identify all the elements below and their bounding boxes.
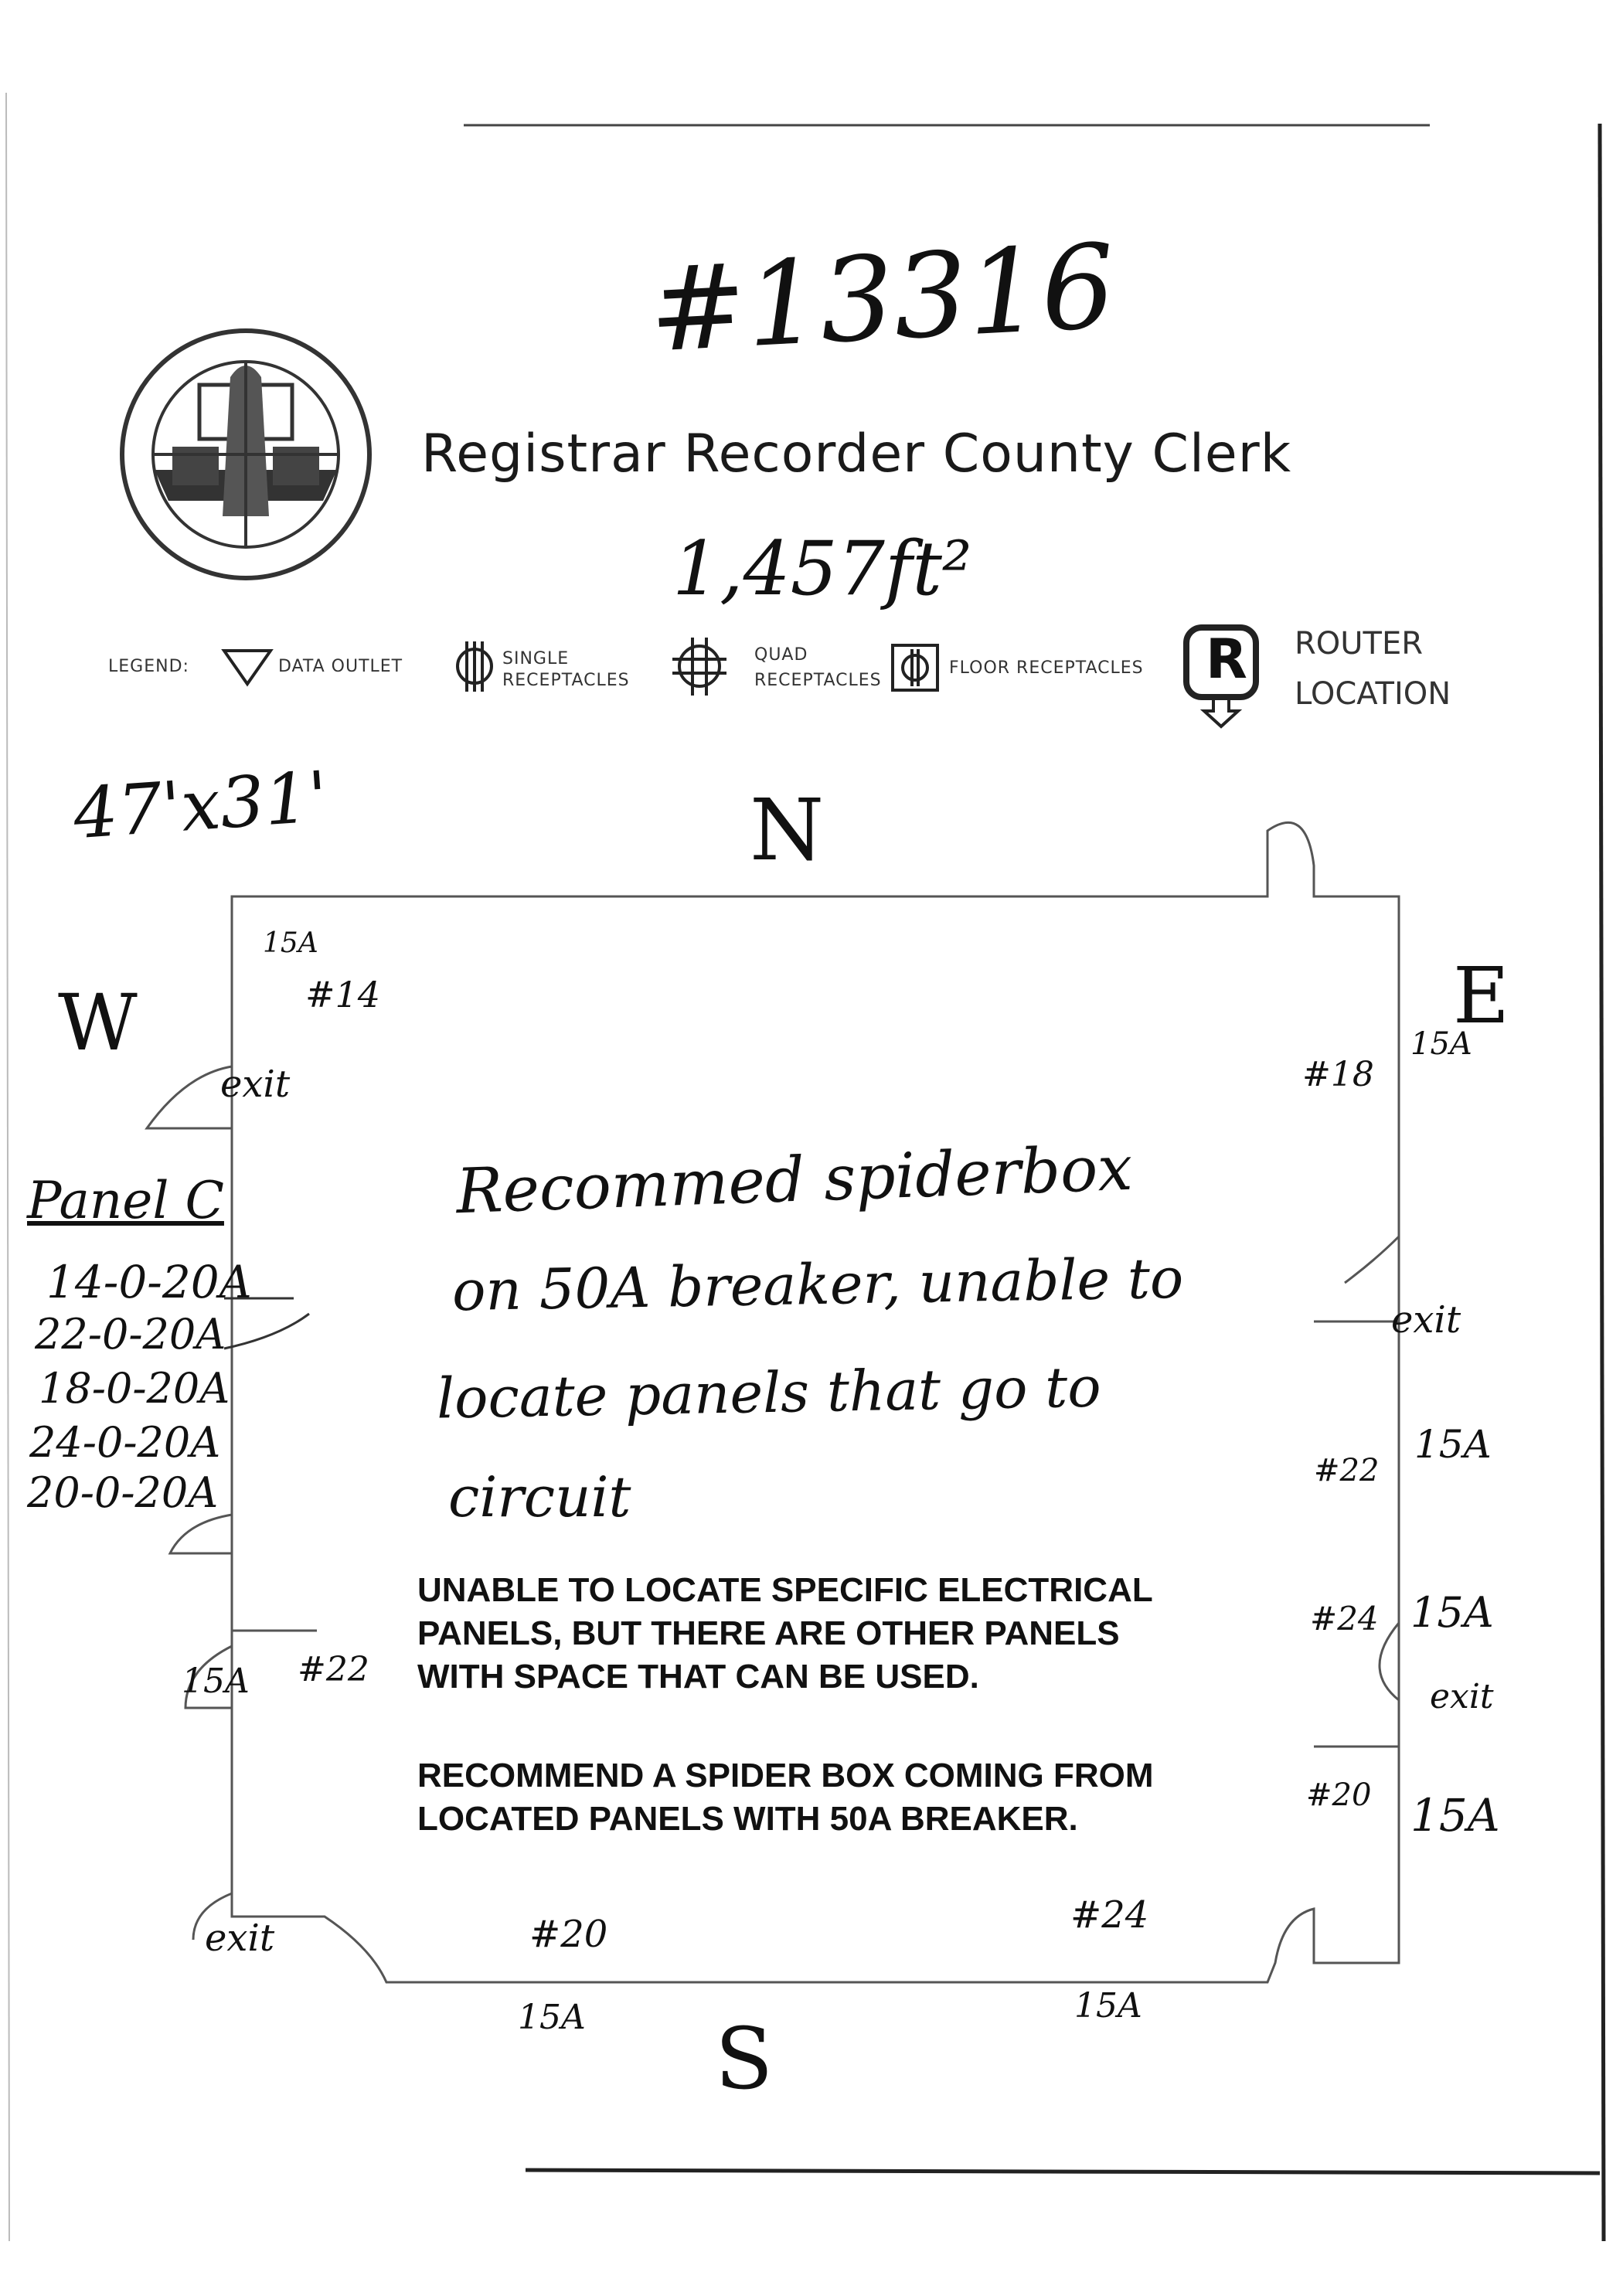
panel-title: Panel C [27, 1171, 224, 1230]
e4-amp-label: 15A [1410, 1789, 1500, 1842]
s2-circuit-label: #24 [1070, 1893, 1149, 1937]
e3-circuit-label: #24 [1310, 1600, 1379, 1638]
area-label: 1,457ft² [672, 526, 972, 612]
page-title: Registrar Recorder County Clerk [421, 423, 1292, 485]
s2-amp-label: 15A [1074, 1986, 1142, 2026]
e4-circuit-label: #20 [1306, 1777, 1372, 1813]
typed-note-paragraph1: UNABLE TO LOCATE SPECIFIC ELECTRICAL PANELS, BUT THERE ARE OTHER PANELS WITH SPACE THAT CAN BE USED. [417, 1571, 1152, 1696]
router-label-2: LOCATION [1295, 676, 1451, 712]
s1-amp-label: 15A [518, 1998, 586, 2037]
exit-west-lower: exit [205, 1917, 275, 1960]
exit-east-lower: exit [1430, 1677, 1494, 1716]
compass-east: E [1453, 951, 1509, 1041]
data-outlet-label: DATA OUTLET [278, 657, 403, 676]
e2-amp-label: 15A [1414, 1422, 1492, 1467]
w-circuit-label: #22 [298, 1650, 369, 1689]
exit-east-upper: exit [1391, 1298, 1461, 1342]
quad-receptacles-label-1: QUAD [754, 645, 808, 665]
job-number: #13316 [645, 219, 1118, 379]
w-amp-label: 15A [182, 1662, 250, 1701]
panel-circuit: 22-0-20A [35, 1310, 226, 1359]
s1-circuit-label: #20 [529, 1913, 608, 1956]
exit-west-upper: exit [220, 1063, 291, 1106]
router-icon: R [1206, 628, 1247, 691]
room-dimensions: 47'x31' [70, 756, 331, 855]
router-label-1: ROUTER [1295, 626, 1424, 662]
compass-west: W [58, 978, 138, 1068]
single-receptacles-label-1: SINGLE [502, 649, 570, 668]
nw-circuit-label: #14 [305, 974, 381, 1015]
panel-circuit: 18-0-20A [39, 1364, 230, 1413]
nw-amp-label: 15A [263, 927, 318, 959]
legend-label: LEGEND: [108, 657, 189, 676]
floor-receptacles-label: FLOOR RECEPTACLES [949, 658, 1144, 678]
handwritten-note-line4: circuit [448, 1464, 631, 1529]
quad-receptacles-label-2: RECEPTACLES [754, 671, 882, 690]
ne-circuit-label: #18 [1302, 1055, 1374, 1094]
compass-south: S [715, 2009, 774, 2108]
typed-note-paragraph2: RECOMMEND A SPIDER BOX COMING FROM LOCATED PANELS WITH 50A BREAKER. [417, 1757, 1154, 1838]
e3-amp-label: 15A [1410, 1588, 1494, 1637]
handwritten-note-line3: locate panels that go to [436, 1354, 1102, 1431]
single-receptacles-label-2: RECEPTACLES [502, 671, 630, 690]
compass-north: N [750, 781, 825, 879]
e2-circuit-label: #22 [1314, 1453, 1380, 1488]
handwritten-note-line1: Recommed spiderbox [454, 1131, 1134, 1228]
handwritten-note-line2: on 50A breaker, unable to [451, 1245, 1184, 1324]
ne-amp-label: 15A [1410, 1026, 1472, 1062]
panel-circuit: 24-0-20A [29, 1418, 221, 1467]
panel-circuit: 14-0-20A [46, 1256, 252, 1308]
panel-circuit: 20-0-20A [27, 1468, 219, 1517]
